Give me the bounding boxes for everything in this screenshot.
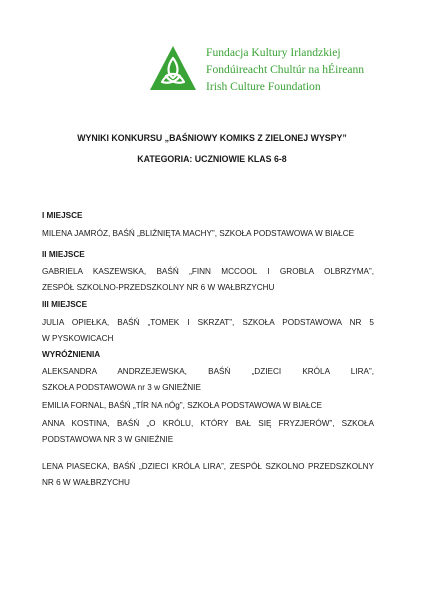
third-place-heading: III MIEJSCE [42, 300, 88, 309]
entry-line: ZESPÓŁ SZKOLNO-PRZEDSZKOLNY NR 6 W WAŁBRZYCHU [42, 283, 275, 292]
honor-entry [42, 416, 374, 448]
second-place-heading: II MIEJSCE [42, 250, 85, 259]
entry-line: W PYSKOWICACH [42, 334, 114, 343]
entry-line: GABRIELA KASZEWSKA, BAŚŃ „FINN MCCOOL I GROBLA OLBRZYMA”, [42, 267, 374, 276]
entry-line: JULIA OPIEŁKA, BAŚŃ „TOMEK I SKRZAT”, SZKOŁA PODSTAWOWA NR 5 [42, 318, 374, 327]
document-category: KATEGORIA: UCZNIOWIE KLAS 6-8 [137, 154, 287, 164]
entry-line: SZKOŁA PODSTAWOWA nr 3 w GNIEŹNIE [42, 383, 201, 392]
celtic-triquetra-icon [148, 44, 198, 94]
logo-line-polish: Fundacja Kultury Irlandzkiej [206, 46, 341, 59]
logo-line-english: Irish Culture Foundation [206, 80, 321, 93]
second-place-entry [42, 264, 374, 296]
logo-line-irish: Fondúireacht Chultúr na hÉireann [206, 63, 365, 76]
entry-line: MILENA JAMRÓZ, BAŚŃ „BLIŹNIĘTA MACHY”, SZKOŁA PODSTAWOWA W BIAŁCE [42, 229, 355, 238]
honor-entry [42, 398, 374, 414]
document-title: WYNIKI KONKURSU „BAŚNIOWY KOMIKS Z ZIELONEJ WYSPY” [77, 133, 347, 143]
honor-entry [42, 364, 374, 396]
honor-entry [42, 459, 374, 491]
honors-heading: WYRÓŻNIENIA [42, 350, 101, 359]
entry-line: LENA PIASECKA, BAŚŃ „DZIECI KRÓLA LIRA”, ZESPÓŁ SZKOLNO PRZEDSZKOLNY [42, 462, 374, 471]
first-place-entry [42, 226, 374, 242]
first-place-heading: I MIEJSCE [42, 211, 83, 220]
entry-line: ANNA KOSTINA, BAŚŃ „O KRÓLU, KTÓRY BAŁ SIĘ FRYZJERÓW”, SZKOŁA [42, 419, 374, 428]
third-place-entry [42, 315, 374, 347]
entry-line: ALEKSANDRA ANDRZEJEWSKA, BAŚŃ „DZIECI KRÓLA LIRA”, [42, 367, 374, 376]
entry-line: EMILIA FORNAL, BAŚŃ „TÍR NA nÓg”, SZKOŁA PODSTAWOWA W BIAŁCE [42, 401, 322, 410]
entry-line: NR 6 W WAŁBRZYCHU [42, 478, 130, 487]
entry-line: PODSTAWOWA NR 3 W GNIEŹNIE [42, 435, 174, 444]
logo-text [206, 44, 364, 95]
